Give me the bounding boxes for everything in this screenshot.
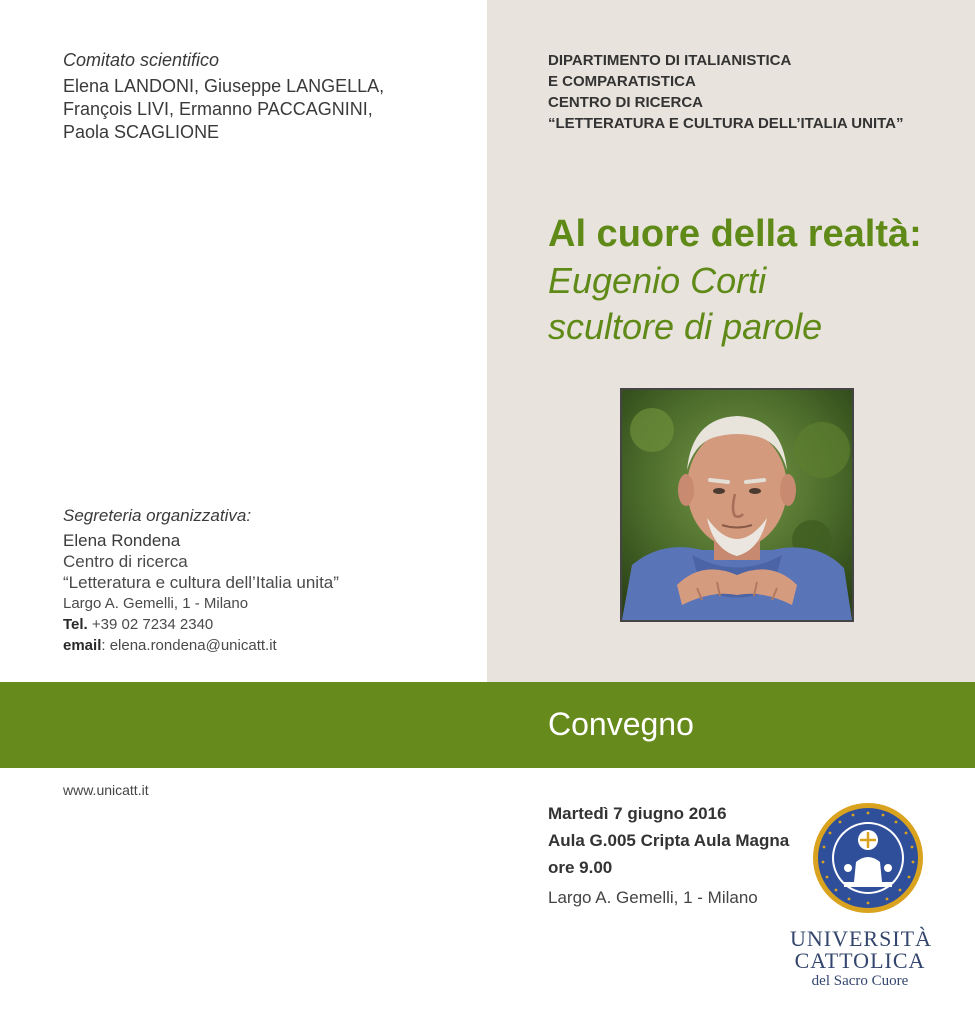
department-line: DIPARTIMENTO DI ITALIANISTICA [548, 52, 792, 69]
department-line: “LETTERATURA E CULTURA DELL’ITALIA UNITA” [548, 115, 904, 132]
event-details [548, 800, 808, 913]
portrait-photo [620, 388, 854, 622]
secretariat-person: Elena Rondena [63, 531, 181, 550]
event-date: Martedì 7 giugno 2016 [548, 804, 727, 823]
website-link[interactable]: www.unicatt.it [63, 782, 149, 798]
event-address: Largo A. Gemelli, 1 - Milano [548, 888, 758, 907]
secretariat-label: Segreteria organizzativa: [63, 506, 252, 525]
convegno-label: Convegno [548, 706, 694, 742]
committee-names [63, 75, 463, 144]
phone-label: Tel. [63, 616, 88, 633]
university-wordmark [790, 928, 930, 990]
committee-names-line: Paola SCAGLIONE [63, 122, 220, 142]
event-room: Aula G.005 Cripta Aula Magna [548, 831, 790, 850]
university-name-line1: UNIVERSITÀ [790, 926, 932, 951]
secretariat-address: Largo A. Gemelli, 1 - Milano [63, 595, 249, 612]
committee-names-line: François LIVI, Ermanno PACCAGNINI, [63, 99, 373, 119]
title-subtitle-line2: scultore di parole [548, 306, 823, 347]
university-name-line2: CATTOLICA [794, 948, 926, 973]
phone-value: +39 02 7234 2340 [87, 616, 214, 633]
conference-title [548, 210, 968, 350]
green-banner [0, 682, 975, 768]
committee-names-line: Elena LANDONI, Giuseppe LANGELLA, [63, 76, 385, 96]
secretariat-org-line2: “Letteratura e cultura dell’Italia unita” [63, 573, 339, 592]
portrait-illustration [622, 390, 852, 620]
university-seal-icon [812, 802, 924, 914]
secretariat-phone [63, 614, 463, 635]
department-line: CENTRO DI RICERCA [548, 94, 704, 111]
title-subtitle-line1: Eugenio Corti [548, 260, 767, 301]
secretariat-org-line1: Centro di ricerca [63, 552, 188, 571]
email-label: email [63, 637, 102, 654]
department-heading [548, 50, 948, 134]
event-time: ore 9.00 [548, 858, 613, 877]
email-value[interactable]: : elena.rondena@unicatt.it [101, 637, 277, 654]
committee-label: Comitato scientifico [63, 50, 220, 70]
scientific-committee [63, 50, 463, 144]
university-name-line3: del Sacro Cuore [811, 973, 909, 989]
title-main: Al cuore della realtà: [548, 213, 922, 255]
secretariat-email [63, 635, 463, 656]
organizing-secretariat [63, 506, 463, 656]
department-line: E COMPARATISTICA [548, 73, 696, 90]
